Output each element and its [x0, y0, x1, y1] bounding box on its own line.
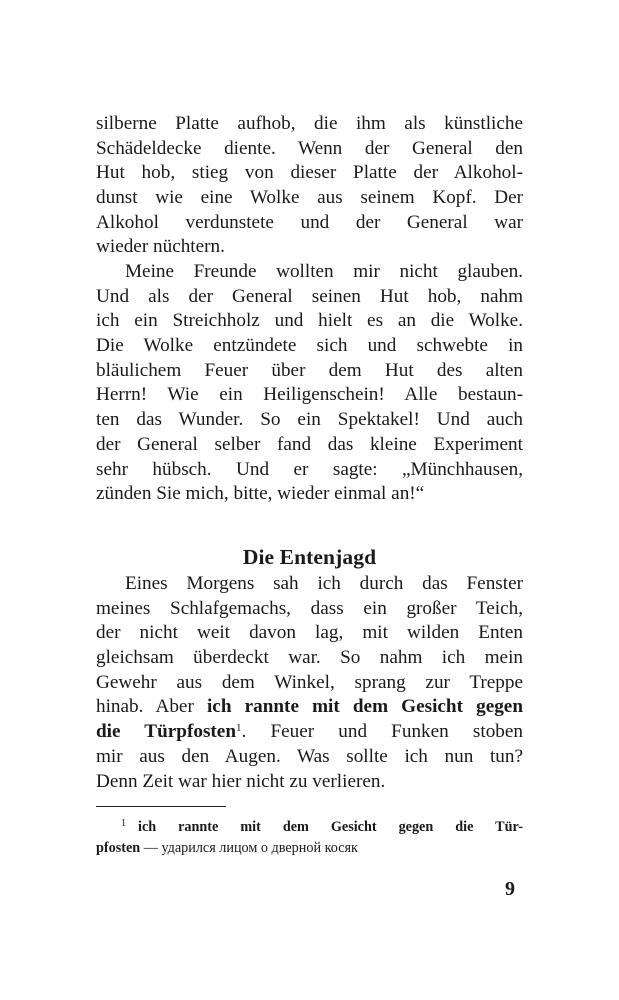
footnote-line	[96, 838, 523, 859]
footnote-line	[96, 817, 523, 838]
text-line: wieder nüchtern.	[96, 236, 225, 258]
text-line	[96, 720, 523, 745]
text-line: dunst wie eine Wolke aus seinem Kopf. Der	[96, 187, 523, 209]
text-line: silberne Platte aufhob, die ihm als künstliche	[96, 113, 523, 134]
footnote-term: pfosten	[96, 840, 141, 856]
footnote-divider	[96, 806, 226, 807]
paragraph-2	[96, 260, 523, 507]
paragraph-3	[96, 572, 523, 794]
text-line: bläulichem Feuer über dem Hut des alten	[96, 359, 523, 381]
text-line: mir aus den Augen. Was sollte ich nun tun?	[96, 745, 523, 767]
text-line	[96, 695, 523, 720]
text-line: Schädeldecke diente. Wenn der General den	[96, 137, 523, 159]
text-line: Gewehr aus dem Winkel, sprang zur Treppe	[96, 671, 523, 693]
text-bold: ich rannte mit dem Gesicht gegen	[206, 696, 523, 718]
text-plain: . Feuer und Funken stoben	[241, 721, 523, 743]
footnote	[96, 817, 523, 859]
text-line: gleichsam überdeckt war. So nahm ich mein	[96, 647, 523, 669]
text-line: Alkohol verdunstete und der General war	[96, 211, 523, 233]
text-line: Die Wolke entzündete sich und schwebte in	[96, 335, 523, 357]
footnote-marker: 1	[121, 818, 126, 829]
text-line: der nicht weit davon lag, mit wilden Enten	[96, 622, 523, 644]
footnote-translation: — ударился лицом о дверной косяк	[140, 840, 358, 856]
text-line: ich ein Streichholz und hielt es an die Wolke.	[96, 310, 523, 332]
text-line: zünden Sie mich, bitte, wieder einmal an!“	[96, 483, 425, 505]
text-line: meines Schlafgemachs, dass ein großer Teich,	[96, 597, 523, 619]
text-line: Und als der General seinen Hut hob, nahm	[96, 285, 523, 307]
text-line: Denn Zeit war hier nicht zu verlieren.	[96, 770, 386, 792]
page-number: 9	[505, 878, 515, 900]
text-plain: hinab. Aber	[96, 696, 194, 718]
text-line: Eines Morgens sah ich durch das Fenster	[125, 573, 523, 594]
text-bold: die Türpfosten	[96, 721, 236, 743]
text-line: sehr hübsch. Und er sagte: „Münchhausen,	[96, 458, 523, 480]
text-line: Meine Freunde wollten mir nicht glauben.	[125, 261, 523, 282]
footnote-term: ich rannte mit dem Gesicht gegen die Tür-	[138, 819, 523, 835]
paragraph-1	[96, 112, 523, 260]
text-line: ten das Wunder. So ein Spektakel! Und auch	[96, 409, 523, 431]
text-line: der General selber fand das kleine Experiment	[96, 433, 523, 455]
text-line: Herrn! Wie ein Heiligenschein! Alle bestaun-	[96, 384, 523, 406]
footnote-ref[interactable]: 1	[236, 722, 242, 735]
text-line: Hut hob, stieg von dieser Platte der Alkohol-	[96, 162, 523, 184]
section-heading: Die Entenjagd	[242, 545, 377, 569]
